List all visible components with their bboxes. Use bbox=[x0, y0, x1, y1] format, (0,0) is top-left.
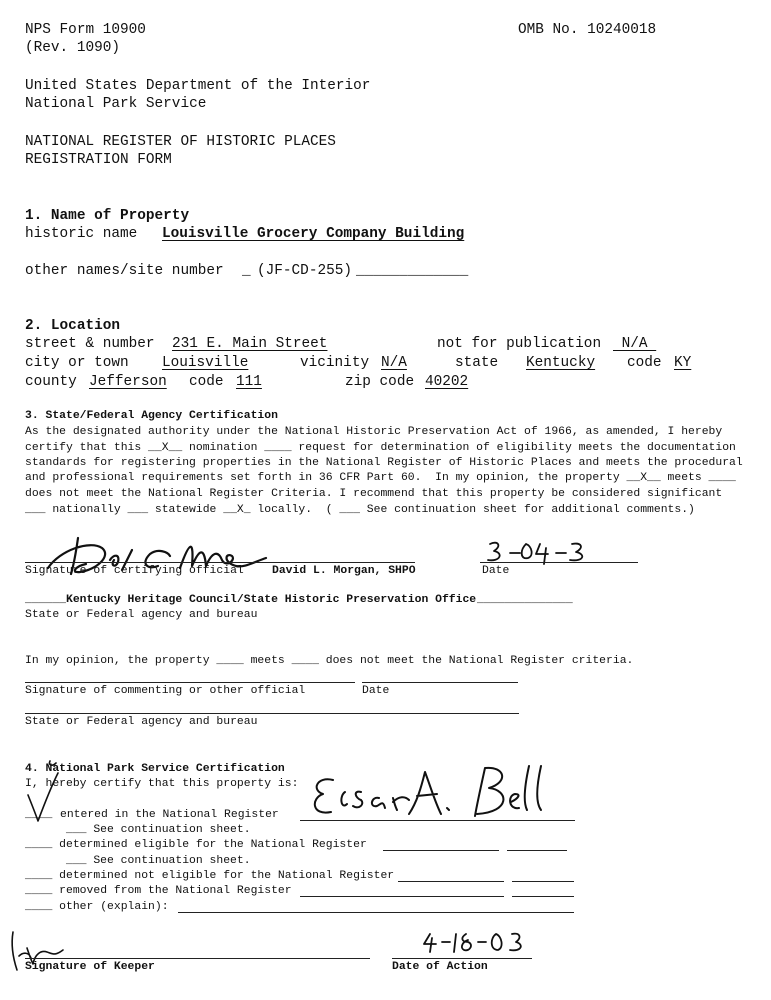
certifying-signature-line bbox=[25, 562, 415, 563]
entered-register-label: entered in the National Register bbox=[60, 809, 279, 821]
vicinity-value: N/A bbox=[381, 355, 407, 371]
street-label: street & number bbox=[25, 336, 155, 352]
other-names-label: other names/site number bbox=[25, 263, 224, 279]
form-title-line-1: NATIONAL REGISTER OF HISTORIC PLACES bbox=[25, 134, 336, 150]
agency-line-2 bbox=[25, 713, 519, 714]
certifying-official-name: David L. Morgan, SHPO bbox=[272, 565, 416, 577]
county-code-value: 111 bbox=[236, 374, 262, 390]
certifying-date-label: Date bbox=[482, 565, 510, 577]
city-value: Louisville bbox=[162, 355, 249, 371]
action-date-handwritten bbox=[422, 930, 532, 958]
keeper-certification-signature bbox=[305, 762, 565, 822]
eligible-date-line bbox=[507, 850, 567, 851]
certification-line-2: certify that this __X__ nomination ____ request for determination of eligibility meets the documentation bbox=[25, 442, 736, 454]
entered-signature-line bbox=[300, 820, 575, 821]
not-eligible-date-line bbox=[512, 881, 574, 882]
determined-not-eligible: ____ determined not eligible for the National Register bbox=[25, 870, 395, 882]
service-name: National Park Service bbox=[25, 96, 207, 112]
certifying-signature-label: Signature of certifying official bbox=[25, 565, 244, 577]
not-for-publication-label: not for publication bbox=[437, 336, 602, 352]
certification-line-4: and professional requirements set forth in 36 CFR Part 60. In my opinion, the property __X__ meets ____ bbox=[25, 472, 736, 484]
other-names-suffix: _____________ bbox=[356, 263, 469, 279]
state-label: state bbox=[455, 355, 499, 371]
section-3-heading: 3. State/Federal Agency Certification bbox=[25, 410, 278, 422]
continuation-sheet-2: ___ See continuation sheet. bbox=[66, 855, 251, 867]
determined-eligible: ____ determined eligible for the National Register bbox=[25, 839, 367, 851]
not-for-publication-value: N/A bbox=[613, 336, 657, 352]
commenting-signature-label: Signature of commenting or other official bbox=[25, 685, 306, 697]
omb-number: OMB No. 10240018 bbox=[518, 22, 657, 38]
certification-line-5: does not meet the National Register Criteria. I recommend that this property be considered significant bbox=[25, 488, 723, 500]
section-4-heading: 4. National Park Service Certification bbox=[25, 763, 285, 775]
vicinity-label: vicinity bbox=[300, 355, 370, 371]
keeper-signature-line bbox=[25, 958, 370, 959]
other-names-prefix: _ bbox=[242, 263, 251, 279]
certification-line-3: standards for registering properties in the National Register of Historic Places and meets the procedural bbox=[25, 457, 743, 469]
other-explain-line bbox=[178, 912, 574, 913]
agency-label-2: State or Federal agency and bureau bbox=[25, 716, 258, 728]
historic-name-label: historic name bbox=[25, 226, 138, 242]
section-2-heading: 2. Location bbox=[25, 318, 120, 334]
county-label: county bbox=[25, 374, 77, 390]
form-number: NPS Form 10900 bbox=[25, 22, 146, 38]
continuation-sheet-1: ___ See continuation sheet. bbox=[66, 824, 251, 836]
certifying-date-line bbox=[480, 562, 638, 563]
eligible-signature-line bbox=[383, 850, 499, 851]
county-code-label: code bbox=[189, 374, 224, 390]
section-1-heading: 1. Name of Property bbox=[25, 208, 190, 224]
date-of-action-label: Date of Action bbox=[392, 961, 488, 973]
entered-blank: ____ bbox=[25, 809, 53, 821]
nps-certification-intro: I, hereby certify that this property is: bbox=[25, 778, 299, 790]
certifying-date-handwritten bbox=[486, 538, 616, 568]
state-value: Kentucky bbox=[526, 355, 596, 371]
removed-signature-line bbox=[300, 896, 504, 897]
commenting-signature-line bbox=[25, 682, 355, 683]
removed-from-register: ____ removed from the National Register bbox=[25, 885, 292, 897]
street-value: 231 E. Main Street bbox=[172, 336, 328, 352]
state-code-value: KY bbox=[674, 355, 692, 371]
opinion-line: In my opinion, the property ____ meets ____ does not meet the National Register criteria. bbox=[25, 655, 634, 667]
agency-label: State or Federal agency and bureau bbox=[25, 609, 258, 621]
agency-suffix: ______________ bbox=[477, 594, 573, 606]
certification-line-6: ___ nationally ___ statewide __X_ locally. ( ___ See continuation sheet for additional comments.) bbox=[25, 504, 695, 516]
city-label: city or town bbox=[25, 355, 129, 371]
certification-line-1: As the designated authority under the National Historic Preservation Act of 1966, as amended, I hereby bbox=[25, 426, 723, 438]
state-code-label: code bbox=[627, 355, 662, 371]
historic-name-value: Louisville Grocery Company Building bbox=[162, 226, 465, 242]
county-value: Jefferson bbox=[89, 374, 167, 390]
agency-name: Kentucky Heritage Council/State Historic Preservation Office bbox=[66, 594, 477, 606]
not-eligible-signature-line bbox=[398, 881, 504, 882]
form-revision: (Rev. 1090) bbox=[25, 40, 120, 56]
form-title-line-2: REGISTRATION FORM bbox=[25, 152, 172, 168]
zip-label: zip code bbox=[345, 374, 415, 390]
other-explain: ____ other (explain): bbox=[25, 901, 169, 913]
commenting-date-label: Date bbox=[362, 685, 390, 697]
zip-value: 40202 bbox=[425, 374, 469, 390]
commenting-date-line bbox=[362, 682, 518, 683]
other-names-value: (JF-CD-255) bbox=[257, 263, 352, 279]
action-date-line bbox=[392, 958, 532, 959]
department-name: United States Department of the Interior bbox=[25, 78, 371, 94]
agency-prefix: ______ bbox=[25, 594, 67, 606]
removed-date-line bbox=[512, 896, 574, 897]
keeper-signature-label: Signature of Keeper bbox=[25, 961, 155, 973]
